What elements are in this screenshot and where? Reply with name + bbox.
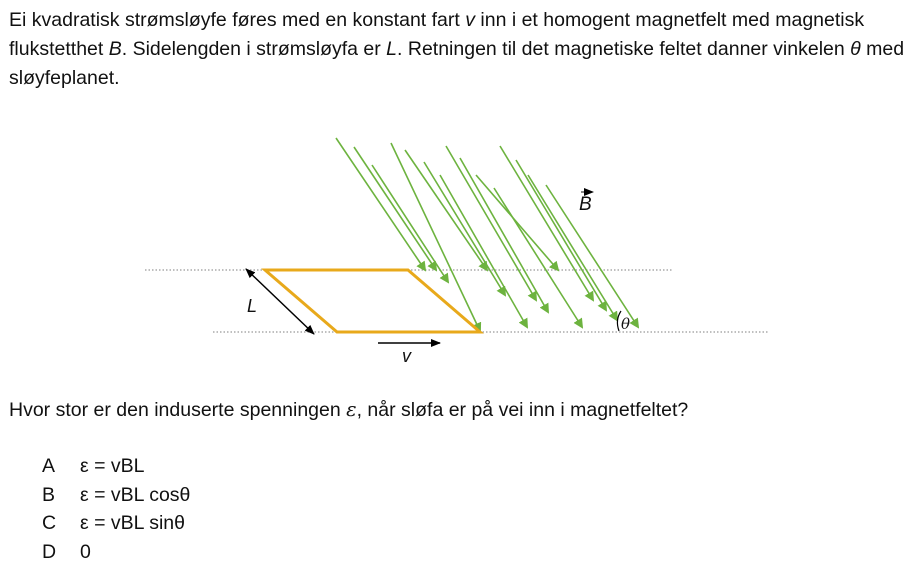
field-arrow (528, 175, 617, 320)
intro-text-5: med sløyfeplanet. (9, 38, 905, 89)
option-letter: A (42, 455, 56, 477)
label-L: L (247, 296, 258, 316)
option-expression: 0 (80, 540, 91, 563)
option-c[interactable] (42, 509, 190, 538)
intro-var-theta: θ (850, 38, 861, 60)
answer-options (42, 452, 190, 566)
field-arrow (546, 185, 638, 327)
intro-var-v: v (465, 9, 475, 31)
question-text (9, 395, 688, 425)
intro-var-L: L (386, 38, 398, 60)
option-letter: B (42, 483, 56, 506)
intro-text-4: . Retningen til det magnetiske feltet danner vinkelen (397, 38, 851, 60)
label-B: B (579, 194, 592, 215)
field-arrow (460, 158, 548, 312)
field-arrow (500, 146, 593, 300)
option-b[interactable] (42, 481, 190, 510)
option-expression: ε = vBL sinθ (80, 512, 185, 534)
option-letter: C (42, 512, 57, 534)
question-post: , når sløfa er på vei inn i magnetfeltet? (356, 399, 689, 421)
option-a[interactable] (42, 452, 190, 481)
option-expression: ε = vBL (80, 455, 145, 477)
field-arrow (354, 147, 436, 270)
current-loop (265, 270, 480, 332)
question-emf: ε (346, 398, 357, 421)
option-d[interactable] (42, 538, 190, 567)
question-pre: Hvor stor er den induserte spenningen (9, 399, 347, 421)
option-expression: ε = vBL cosθ (80, 483, 191, 506)
intro-text-2: inn i et homogent magnetfelt med magnetisk flukstetthet (9, 9, 865, 60)
field-arrow (424, 162, 505, 295)
label-v: v (402, 346, 411, 366)
intro-text-3: . Sidelengden i strømsløyfa er (121, 38, 387, 60)
option-letter: D (42, 540, 57, 563)
field-arrow (336, 138, 425, 270)
magnetic-field-arrows (336, 138, 638, 331)
label-theta: θ (621, 315, 631, 333)
intro-var-B: B (108, 38, 122, 60)
intro-text-1: Ei kvadratisk strømsløyfe føres med en konstant fart (9, 9, 466, 31)
field-arrow (405, 150, 487, 270)
field-arrow (446, 146, 536, 300)
